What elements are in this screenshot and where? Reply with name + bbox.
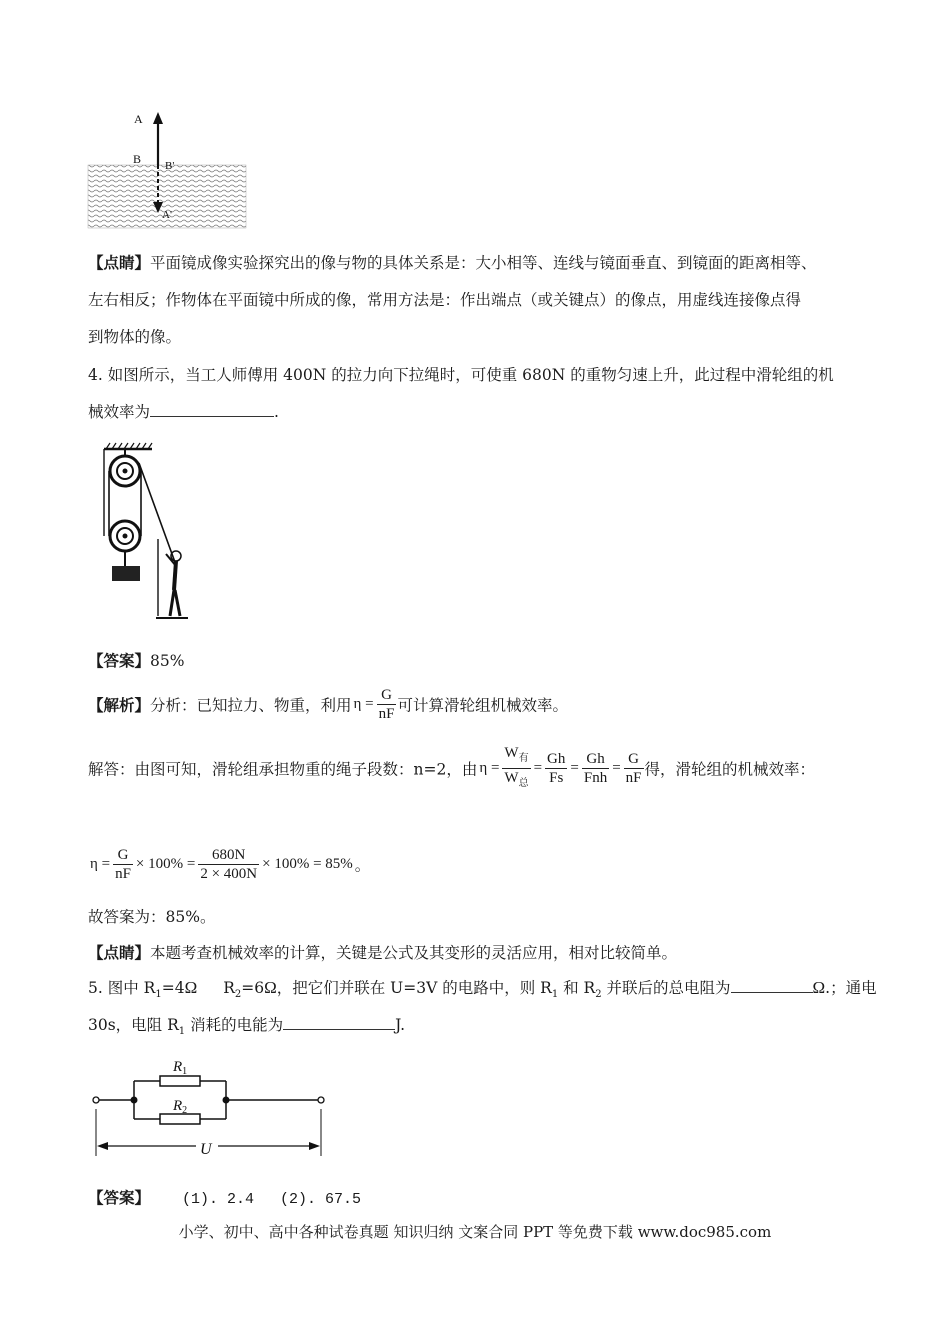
energy-blank: [283, 1014, 395, 1030]
resistance-blank: [731, 977, 813, 993]
answer-blank: [150, 401, 274, 417]
dianjing-tag: 【点睛】: [88, 943, 151, 962]
formula-g-over-nf: $\frac{G}{nF}$: [378, 687, 395, 722]
dianjing-1-line2: 左右相反；作物体在平面镜中所成的像，常用方法是：作出端点（或关键点）的像点，用虚线连接像点得: [88, 291, 802, 309]
label-b-prime: B': [165, 160, 175, 172]
left-terminal: [93, 1097, 99, 1103]
calc-g-nf: $\frac{G}{nF}$: [115, 847, 131, 882]
question-4-line1: 4. 如图所示，当工人师傅用 400N 的拉力向下拉绳时，可使重 680N 的重物匀速上升，此过程中滑轮组的机: [88, 366, 834, 384]
dianjing-tag: 【点睛】: [88, 253, 151, 272]
formula-w-ratio: $\frac{W_有}{W_总}$: [504, 745, 529, 789]
analysis-line: 【解析】分析：已知拉力、物重，利用 η = $\frac{G}{nF}$ 可计算滑轮组机械效率。: [88, 687, 568, 722]
label-r2: $R_2$: [173, 1098, 188, 1116]
label-u: U: [200, 1141, 212, 1158]
answer-5: [88, 1187, 361, 1211]
question-5-line1: 5. 图中 $R_1=4\Omega$ $R_2=6\Omega$，把它们并联在 U=3V 的电路中，则 $R_1$ 和 $R_2$ 并联后的总电阻为 Ω.；通电: [88, 978, 877, 1001]
label-b: B: [133, 152, 142, 166]
left-arrow-icon: [97, 1142, 108, 1150]
right-arrow-icon: [309, 1142, 320, 1150]
resistor-r2: [160, 1114, 200, 1124]
answer-tag: 【答案】: [88, 1188, 151, 1207]
question-4-line2: 械效率为 .: [88, 403, 279, 421]
analysis-tag: 【解析】: [88, 695, 151, 715]
dianjing-1-line3: 到物体的像。: [88, 328, 182, 346]
resistor-r1: [160, 1076, 200, 1086]
calculation-line: η = $\frac{G}{nF}$ × 100% = $\frac{680N}{2 \times 400N}$ × 100% = 85% 。: [90, 847, 371, 882]
calc-680-over-800: $\frac{680N}{2 \times 400N}$: [200, 847, 258, 882]
dianjing-2: 【点睛】本题考查机械效率的计算，关键是公式及其变形的灵活应用，相对比较简单。: [88, 943, 678, 962]
arrow-head-icon: [153, 112, 163, 124]
answer-4: [88, 650, 184, 672]
solution-line: 解答：由图可知，滑轮组承担物重的绳子段数：n=2，由 η = $\frac{W_有}{W_总}$ = $\frac{Gh}{Fs}$ = $\frac{Gh}{\text{Fnh}}$ = $\frac{G}{nF}$ 得，滑轮组的机械效率：: [88, 744, 815, 793]
mirror-image-figure: [86, 108, 248, 230]
answer-5-part2: (2). 67.5: [280, 1191, 362, 1208]
question-5-line2: 30s，电阻 $R_1$ 消耗的电能为 J.: [88, 1016, 406, 1038]
answer-tag: 【答案】: [88, 651, 151, 670]
answer-value: 85%: [150, 652, 185, 670]
final-answer-4: 故答案为：85%。: [88, 908, 216, 926]
formula-gh-fs: $\frac{Gh}{Fs}$: [547, 751, 566, 786]
formula-gh-fnh: $\frac{Gh}{\text{Fnh}}$: [583, 751, 608, 786]
right-terminal: [318, 1097, 324, 1103]
answer-5-part1: (1). 2.4: [182, 1191, 255, 1208]
label-r1: $R_1$: [173, 1059, 188, 1077]
circuit-figure: [88, 1050, 328, 1162]
page-footer: 小学、初中、高中各种试卷真题 知识归纳 文案合同 PPT 等免费下载 www.doc985.com: [178, 1223, 772, 1241]
pulley-figure: [92, 440, 202, 625]
label-a: A: [134, 112, 143, 126]
label-a-prime: A': [162, 209, 172, 221]
weight-block: [112, 566, 140, 581]
dianjing-1-line1: 【点睛】平面镜成像实验探究出的像与物的具体关系是：大小相等、连线与镜面垂直、到镜面的距离相等、: [88, 253, 817, 272]
formula-g-nf: $\frac{G}{nF}$: [625, 751, 642, 786]
